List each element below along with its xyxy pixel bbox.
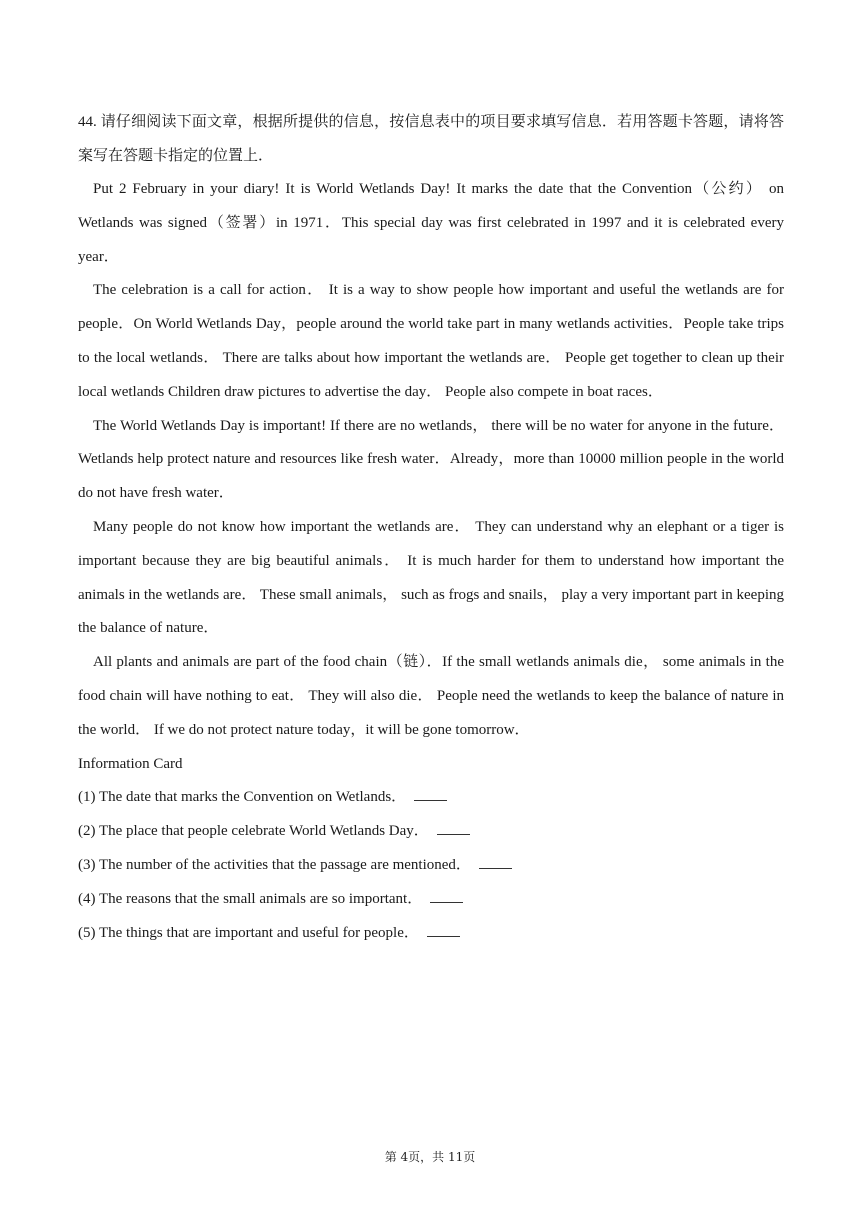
page-footer: 第 4页，共 11页	[384, 1150, 476, 1164]
card-item-2	[78, 815, 784, 849]
answer-blank[interactable]	[430, 888, 463, 903]
question-prompt: 44. 请仔细阅读下面文章，根据所提供的信息，按信息表中的项目要求填写信息．若用答题卡答题，请将答案写在答题卡指定的位置上．	[78, 114, 784, 164]
card-item-5	[78, 917, 784, 951]
answer-blank[interactable]	[479, 854, 512, 869]
document-page	[78, 105, 784, 950]
card-item-text: (1) The date that marks the Convention on Wetlands．	[78, 789, 407, 806]
card-item-text: (4) The reasons that the small animals are so important．	[78, 890, 423, 907]
card-item-4	[78, 883, 784, 917]
answer-blank[interactable]	[414, 786, 447, 801]
passage-paragraph-2: The celebration is a call for action． It is a way to show people how important and useful the wetlands are for people．On World Wetlands Day，people around the world take part in many wetlands activities．People take trips to the local wetlands． There are talks about how important the wetlands are． People get together to clean up their local wetlands Children draw pictures to advertise the day． People also compete in boat races．	[78, 282, 784, 400]
passage-paragraph-1: Put 2 February in your diary! It is World Wetlands Day! It marks the date that the Convention（公约） on Wetlands was signed（签署）in 1971．This special day was first celebrated in 1997 and it is celebrated every year．	[78, 181, 784, 265]
reading-passage	[78, 173, 784, 748]
information-card-title: Information Card	[78, 755, 183, 772]
card-item-text: (3) The number of the activities that the passage are mentioned．	[78, 856, 471, 873]
passage-paragraph-5: All plants and animals are part of the food chain（链）．If the small wetlands animals die， some animals in the food chain will have nothing to eat． They will also die． People need the wetlands to keep the balance of nature in the world． If we do not protect nature today，it will be gone tomorrow．	[78, 654, 784, 738]
passage-paragraph-3: The World Wetlands Day is important! If there are no wetlands， there will be no water for anyone in the future．Wetlands help protect nature and resources like fresh water．Already，more than 10000 million people in the world do not have fresh water．	[78, 417, 784, 502]
answer-blank[interactable]	[437, 820, 470, 835]
card-item-1	[78, 781, 784, 815]
information-card	[78, 748, 784, 951]
passage-paragraph-4: Many people do not know how important the wetlands are． They can understand why an elephant or a tiger is important because they are big beautiful animals． It is much harder for them to understand how important the animals in the wetlands are． These small animals， such as frogs and snails， play a very important part in keeping the balance of nature．	[78, 518, 784, 637]
card-item-3	[78, 849, 784, 883]
card-item-text: (5) The things that are important and useful for people．	[78, 924, 419, 941]
card-item-text: (2) The place that people celebrate World Wetlands Day．	[78, 823, 429, 840]
answer-blank[interactable]	[427, 922, 460, 937]
